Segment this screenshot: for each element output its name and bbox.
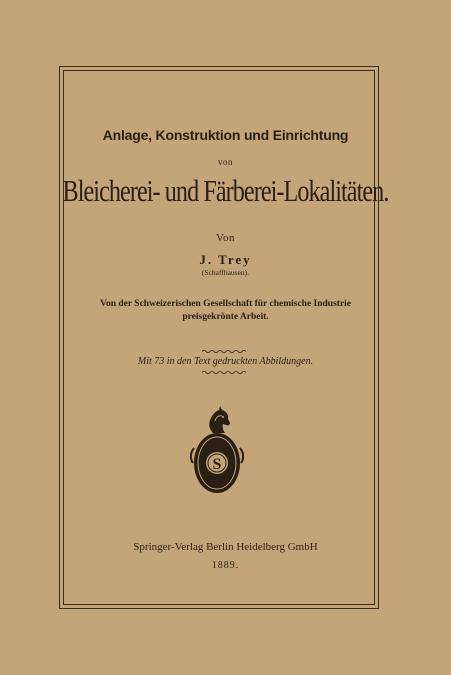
springer-knight-logo bbox=[189, 403, 245, 497]
publication-year: 1889. bbox=[211, 560, 240, 571]
author-name: J. Trey bbox=[199, 252, 252, 267]
title-connector: von bbox=[218, 157, 233, 167]
illustrations-note: Mit 73 in den Text gedruckten Abbildungen. bbox=[137, 356, 314, 367]
ornament-wave-bottom bbox=[202, 370, 248, 375]
award-line-2: preisgekrönte Arbeit. bbox=[182, 312, 269, 322]
main-title: Bleicherei- und Färberei-Lokalitäten. bbox=[62, 173, 389, 208]
logo-letter: S bbox=[212, 456, 222, 473]
award-line-1: Von der Schweizerischen Gesellschaft für chemische Industrie bbox=[99, 299, 352, 309]
ornament-wave-top bbox=[202, 349, 248, 354]
author-place: (Schaffhausen). bbox=[201, 268, 250, 277]
by-label: Von bbox=[215, 232, 236, 244]
title-line-1: Anlage, Konstruktion und Einrichtung bbox=[102, 127, 349, 143]
inner-border-frame bbox=[63, 70, 375, 605]
publisher-imprint: Springer-Verlag Berlin Heidelberg GmbH bbox=[133, 541, 318, 553]
